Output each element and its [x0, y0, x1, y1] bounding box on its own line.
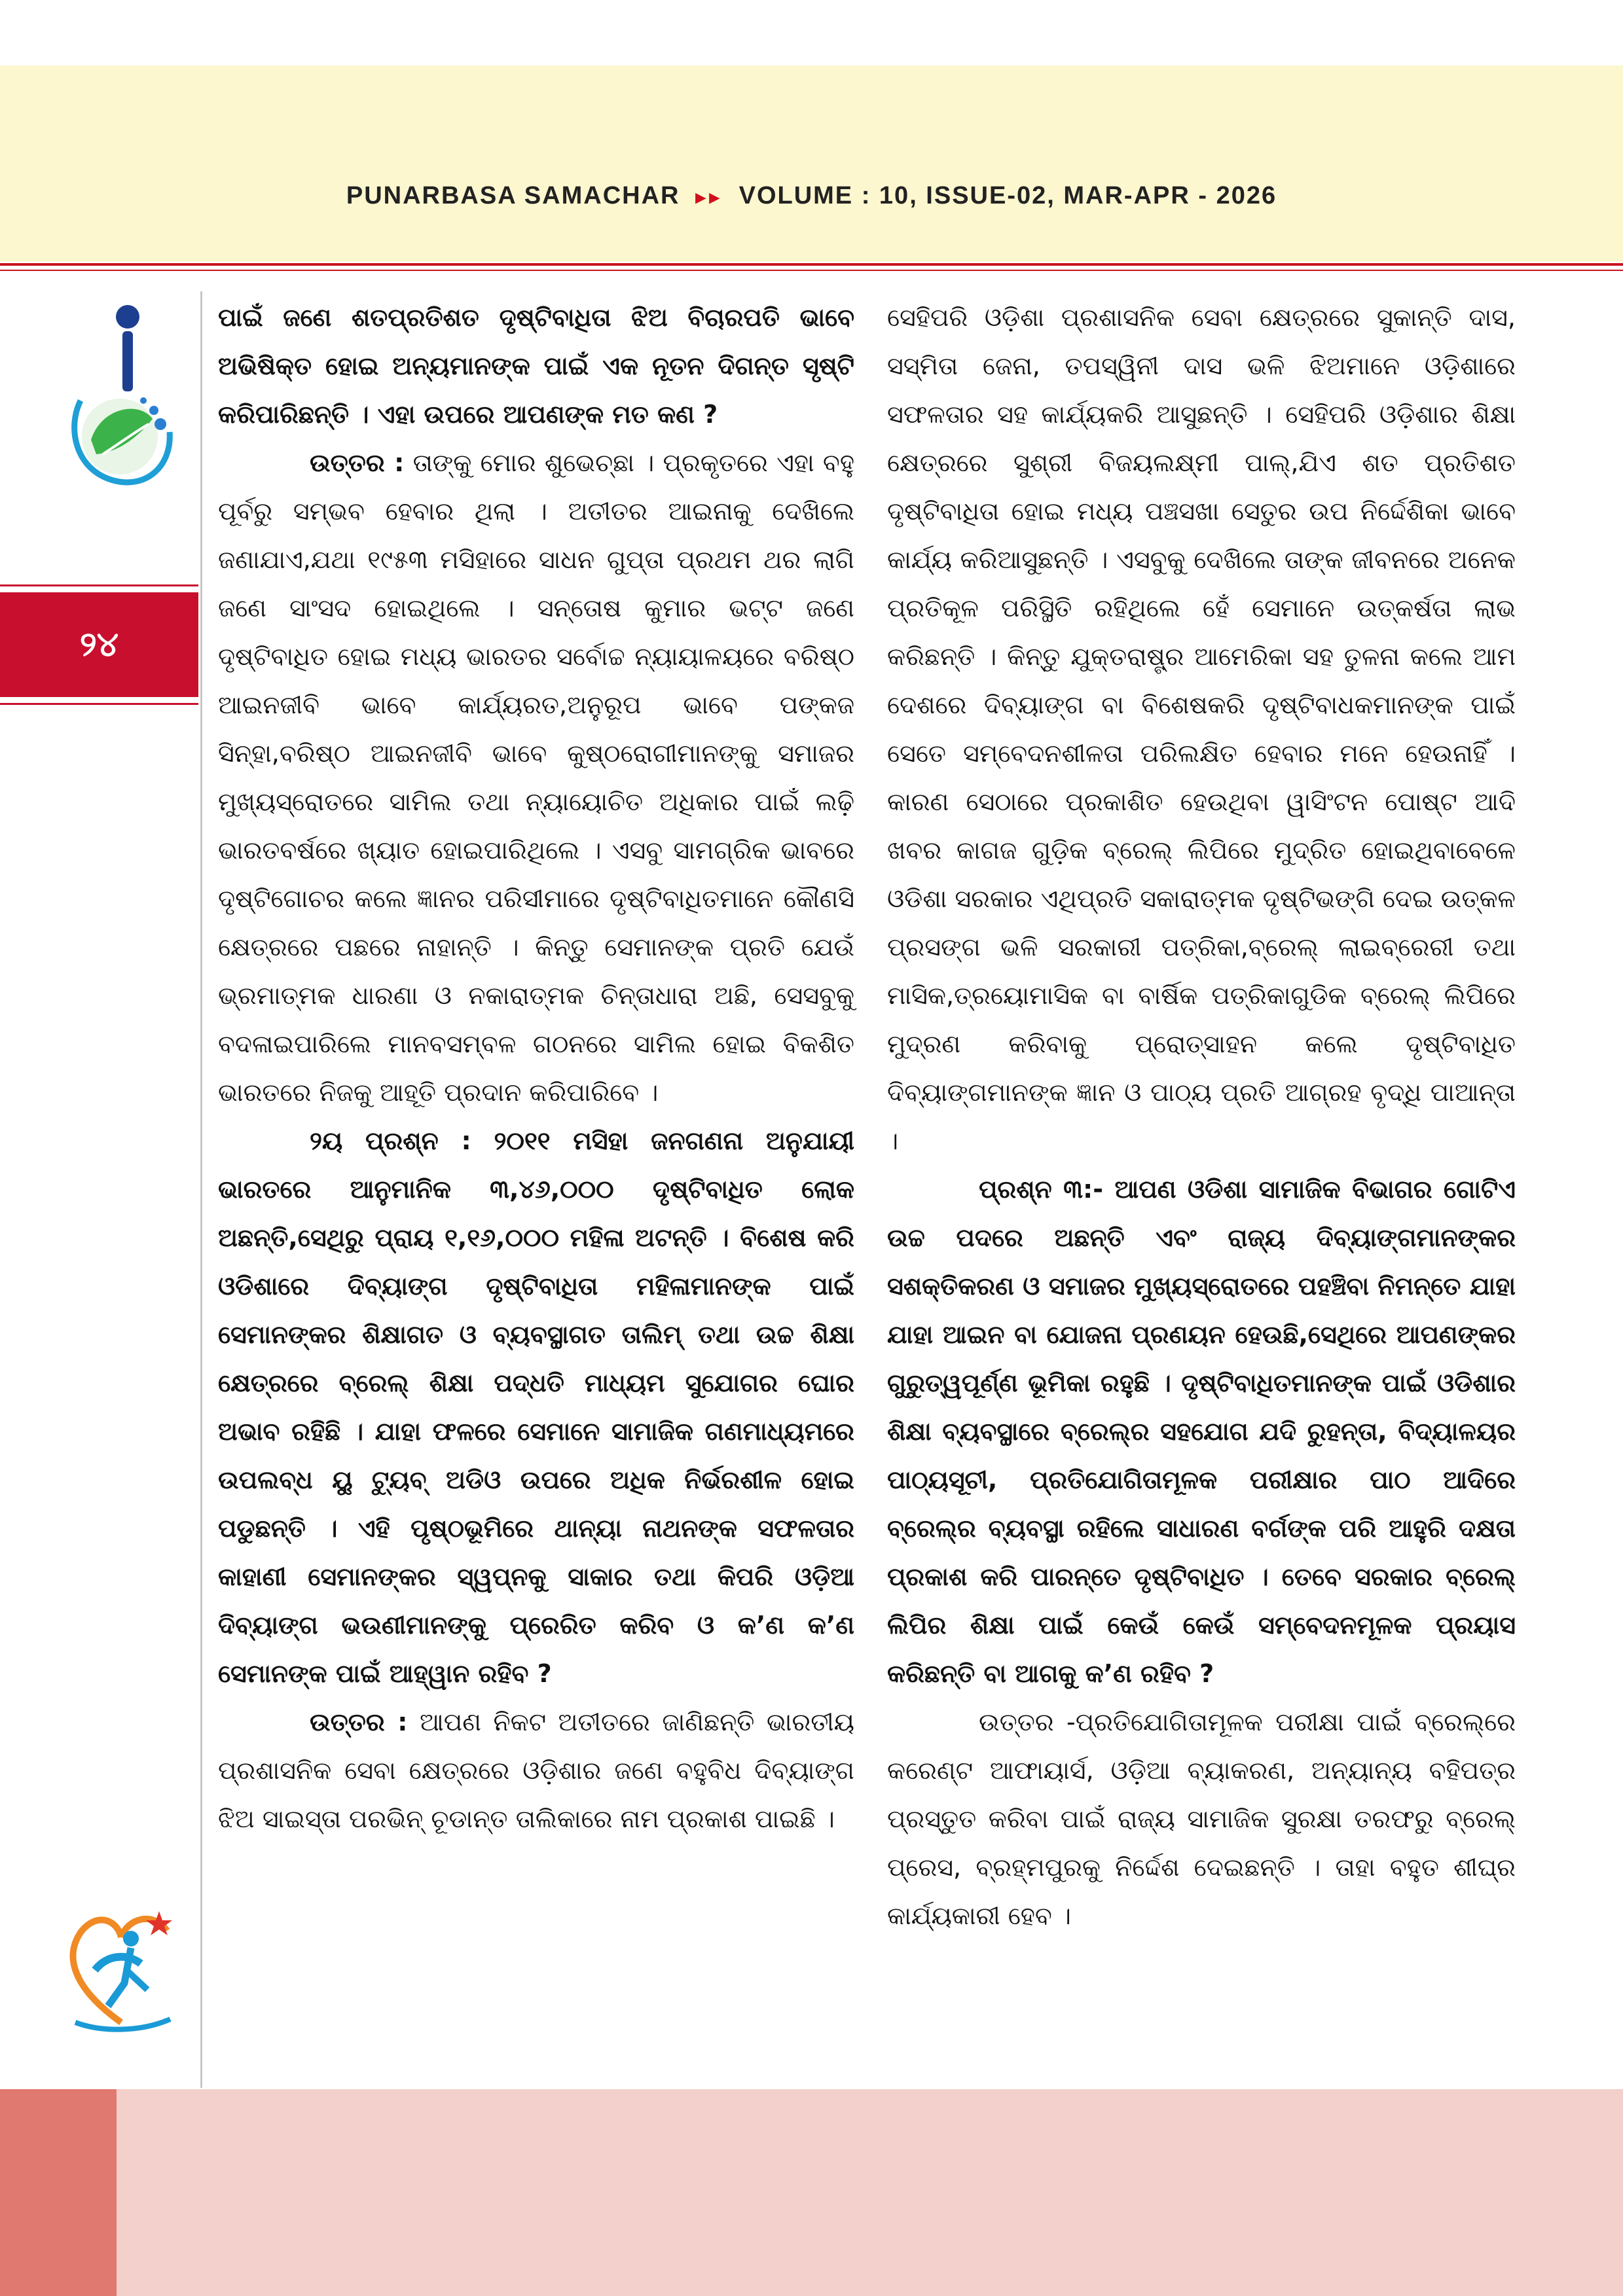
answer-one-text: ତାଙ୍କୁ ମୋର ଶୁଭେଚ୍ଛା । ପ୍ରକୃତରେ ଏହା ବହୁ ପୂର୍ବରୁ ସମ୍ଭବ ହେବାର ଥିଲା । ଅତୀତର ଆଇନାକୁ ଦେଖିଲେ ଜଣାଯାଏ,ଯଥା ୧୯୫୩ ମସିହାରେ ସାଧନ ଗୁପ୍ତା ପ୍ରଥମ ଥର ଲାଗି ଜଣେ ସାଂସଦ ହୋଇଥିଲେ । ସନ୍ତୋଷ କୁମାର ଭଟ୍ଟ ଜଣେ ଦୃଷ୍ଟିବାଧିତ ହୋଇ ମଧ୍ୟ ଭାରତର ସର୍ବୋଚ୍ଚ ନ୍ୟାୟାଳୟରେ ବରିଷ୍ଠ ଆଇନଜୀବି ଭାବେ କାର୍ଯ୍ୟରତ,ଅନୁରୂପ ଭାବେ ପଙ୍କଜ ସିନ୍ହା,ବରିଷ୍ଠ ଆଇନଜୀବି ଭାବେ କୁଷ୍ଠରୋଗୀମାନଙ୍କୁ ସମାଜର ମୁଖ୍ୟସ୍ରୋତରେ ସାମିଲ ତଥା ନ୍ୟାୟୋଚିତ ଅଧିକାର ପାଇଁ ଲଢ଼ି ଭାରତବର୍ଷରେ ଖ୍ୟାତ ହୋଇପାରିଥିଲେ । ଏସବୁ ସାମଗ୍ରିକ ଭାବରେ ଦୃଷ୍ଟିଗୋଚର କଲେ ଜ୍ଞାନର ପରିସୀମାରେ ଦୃଷ୍ଟିବାଧିତମାନେ କୌଣସି କ୍ଷେତ୍ରରେ ପଛରେ ନାହାନ୍ତି । କିନ୍ତୁ ସେମାନଙ୍କ ପ୍ରତି ଯେଉଁ ଭ୍ରମାତ୍ମକ ଧାରଣା ଓ ନକାରାତ୍ମକ ଚିନ୍ତାଧାରା ଅଛି, ସେସବୁକୁ ବଦଳାଇପାରିଲେ ମାନବସମ୍ବଳ ଗଠନରେ ସାମିଲ ହୋଇ ବିକଶିତ ଭାରତରେ ନିଜକୁ ଆହୂତି ପ୍ରଦାନ କରିପାରିବେ । [218, 448, 854, 1107]
answer-two-text: ଆପଣ ନିକଟ ଅତୀତରେ ଜାଣିଛନ୍ତି ଭାରତୀୟ ପ୍ରଶାସନିକ ସେବା କ୍ଷେତ୍ରରେ ଓଡ଼ିଶାର ଜଣେ ବହୁବିଧ ଦିବ୍ୟାଙ୍ଗ ଝିଅ ସାଇସ୍ତା ପରଭିନ୍ ଚୂଡାନ୍ତ ତାଲିକାରେ ନାମ ପ୍ରକାଶ ପାଇଛି । [218, 1708, 854, 1833]
publication-name: PUNARBASA SAMACHAR [346, 182, 680, 209]
wheelchair-leaf-logo-icon [62, 302, 177, 492]
answer-three: ଉତ୍ତର -ପ୍ରତିଯୋଗିତାମୂଳକ ପରୀକ୍ଷା ପାଇଁ ବ୍ରେଲ୍‌ରେ କରେଣ୍ଟ ଆଫାୟାର୍ସ, ଓଡ଼ିଆ ବ୍ୟାକରଣ, ଅନ୍ୟାନ୍ୟ ବହିପତ୍ର ପ୍ରସ୍ତୁତ କରିବା ପାଇଁ ରାଜ୍ୟ ସାମାଜିକ ସୁରକ୍ଷା ତରଫରୁ ବ୍ରେଲ୍ ପ୍ରେସ, ବ୍ରହ୍ମପୁରକୁ ନିର୍ଦ୍ଦେଶ ଦେଇଛନ୍ତି । ତାହା ବହୁତ ଶୀଘ୍ର କାର୍ଯ୍ୟକାରୀ ହେବ । [887, 1708, 1516, 1930]
column-divider [200, 291, 202, 2088]
issue-info: VOLUME : 10, ISSUE-02, MAR-APR - 2026 [739, 182, 1277, 209]
answer-one [218, 439, 854, 1117]
page-number: ୨୪ [0, 592, 198, 697]
question-two: ୨ୟ ପ୍ରଶ୍ନ : ୨୦୧୧ ମସିହା ଜନଗଣନା ଅନୁଯାୟୀ ଭାରତରେ ଆନୁମାନିକ ୩,୪୬,୦୦୦ ଦୃଷ୍ଟିବାଧିତ ଲୋକ ଅଛନ୍ତି,ସେଥିରୁ ପ୍ରାୟ ୧,୧୬,୦୦୦ ମହିଳା ଅଟନ୍ତି । ବିଶେଷ କରି ଓଡିଶାରେ ଦିବ୍ୟାଙ୍ଗ ଦୃଷ୍ଟିବାଧିତା ମହିଳାମାନଙ୍କ ପାଇଁ ସେମାନଙ୍କର ଶିକ୍ଷାଗତ ଓ ବ୍ୟବସ୍ଥାଗତ ତାଲିମ୍ ତଥା ଉଚ୍ଚ ଶିକ୍ଷା କ୍ଷେତ୍ରରେ ବ୍ରେଲ୍ ଶିକ୍ଷା ପଦ୍ଧତି ମାଧ୍ୟମ ସୁଯୋଗର ଘୋର ଅଭାବ ରହିଛି । ଯାହା ଫଳରେ ସେମାନେ ସାମାଜିକ ଗଣମାଧ୍ୟମରେ ଉପଲବ୍ଧ ୟୁ ଟ୍ୟୁବ୍ ଅଡିଓ ଉପରେ ଅଧିକ ନିର୍ଭରଶୀଳ ହୋଇ ପଡୁଛନ୍ତି । ଏହି ପୃଷ୍ଠଭୂମିରେ ଥାନ୍ୟା ନାଥନଙ୍କ ସଫଳତାର କାହାଣୀ ସେମାନଙ୍କର ସ୍ୱପ୍ନକୁ ସାକାର ତଥା କିପରି ଓଡ଼ିଆ ଦିବ୍ୟାଙ୍ଗ ଭଉଣୀମାନଙ୍କୁ ପ୍ରେରିତ କରିବ ଓ କ’ଣ କ’ଣ ସେମାନଙ୍କ ପାଇଁ ଆହ୍ୱାନ ରହିବ ? [218, 1126, 854, 1688]
answer-lead: ଉତ୍ତର : [310, 448, 405, 477]
answer-two-continued: ସେହିପରି ଓଡ଼ିଶା ପ୍ରଶାସନିକ ସେବା କ୍ଷେତ୍ରରେ ସୁକାନ୍ତି ଦାସ, ସସ୍ମିତା ଜେନା, ତପସ୍ୱିନୀ ଦାସ ଭଳି ଝିଅମାନେ ଓଡ଼ିଶାରେ ସଫଳତାର ସହ କାର୍ଯ୍ୟକରି ଆସୁଛନ୍ତି । ସେହିପରି ଓଡ଼ିଶାର ଶିକ୍ଷା କ୍ଷେତ୍ରରେ ସୁଶ୍ରୀ ବିଜୟଲକ୍ଷ୍ମୀ ପାଲ୍,ଯିଏ ଶତ ପ୍ରତିଶତ ଦୃଷ୍ଟିବାଧିତା ହୋଇ ମଧ୍ୟ ପଞ୍ଚସଖା ସେତୁର ଉପ ନିର୍ଦ୍ଦେଶିକା ଭାବେ କାର୍ଯ୍ୟ କରିଆସୁଛନ୍ତି । ଏସବୁକୁ ଦେଖିଲେ ତାଙ୍କ ଜୀବନରେ ଅନେକ ପ୍ରତିକୂଳ ପରିସ୍ଥିତି ରହିଥିଲେ ହେଁ ସେମାନେ ଉତ୍କର୍ଷତା ଲାଭ କରିଛନ୍ତି । କିନ୍ତୁ ଯୁକ୍ତରାଷ୍ଟ୍ର ଆମେରିକା ସହ ତୁଳନା କଲେ ଆମ ଦେଶରେ ଦିବ୍ୟାଙ୍ଗ ବା ବିଶେଷକରି ଦୃଷ୍ଟିବାଧକମାନଙ୍କ ପାଇଁ ସେତେ ସମ୍ବେଦନଶୀଳତା ପରିଲକ୍ଷିତ ହେବାର ମନେ ହେଉନାହିଁ । କାରଣ ସେଠାରେ ପ୍ରକାଶିତ ହେଉଥିବା ୱାସିଂଟନ ପୋଷ୍ଟ ଆଦି ଖବର କାଗଜ ଗୁଡ଼ିକ ବ୍ରେଲ୍ ଲିପିରେ ମୁଦ୍ରିତ ହୋଇଥିବାବେଳେ ଓଡିଶା ସରକାର ଏଥିପ୍ରତି ସକାରାତ୍ମକ ଦୃଷ୍ଟିଭଙ୍ଗି ଦେଇ ଉତ୍କଳ ପ୍ରସଙ୍ଗ ଭଳି ସରକାରୀ ପତ୍ରିକା,ବ୍ରେଲ୍ ଲାଇବ୍ରେରୀ ତଥା ମାସିକ,ତ୍ରୟୋମାସିକ ବା ବାର୍ଷିକ ପତ୍ରିକାଗୁଡିକ ବ୍ରେଲ୍ ଲିପିରେ ମୁଦ୍ରଣ କରିବାକୁ ପ୍ରୋତ୍ସାହନ କଲେ ଦୃଷ୍ଟିବାଧିତ ଦିବ୍ୟାଙ୍ଗମାନଙ୍କ ଜ୍ଞାନ ଓ ପାଠ୍ୟ ପ୍ରତି ଆଗ୍ରହ ବୃଦ୍ଧି ପାଆନ୍ତା । [887, 303, 1516, 1155]
right-column [887, 293, 1516, 1940]
heart-figure-star-logo-icon [56, 1892, 187, 2042]
header-arrows-icon: ▸▸ [695, 187, 723, 208]
answer-lead: ଉତ୍ତର : [310, 1708, 408, 1736]
page-tab-rule [0, 584, 198, 586]
header-rule [0, 263, 1623, 266]
footer-accent [0, 2089, 117, 2296]
running-header [0, 182, 1623, 210]
header-band [0, 65, 1623, 262]
page-tab-rule-bottom [0, 703, 198, 705]
left-column [218, 293, 854, 1843]
question-three: ପ୍ରଶ୍ନ ୩:- ଆପଣ ଓଡିଶା ସାମାଜିକ ବିଭାଗର ଗୋଟିଏ ଉଚ୍ଚ ପଦରେ ଅଛନ୍ତି ଏବଂ ରାଜ୍ୟ ଦିବ୍ୟାଙ୍ଗମାନଙ୍କର ସଶକ୍ତିକରଣ ଓ ସମାଜର ମୁଖ୍ୟସ୍ରୋତରେ ପହଞ୍ଚିବା ନିମନ୍ତେ ଯାହା ଯାହା ଆଇନ ବା ଯୋଜନା ପ୍ରଣୟନ ହେଉଛି,ସେଥିରେ ଆପଣଙ୍କର ଗୁରୁତ୍ୱପୂର୍ଣ୍ଣ ଭୂମିକା ରହୁଛି । ଦୃଷ୍ଟିବାଧିତମାନଙ୍କ ପାଇଁ ଓଡିଶାର ଶିକ୍ଷା ବ୍ୟବସ୍ଥାରେ ବ୍ରେଲ୍‌ର ସହଯୋଗ ଯଦି ରୁହନ୍ତା, ବିଦ୍ୟାଳୟର ପାଠ୍ୟସୂଚୀ, ପ୍ରତିଯୋଗିତାମୂଳକ ପରୀକ୍ଷାର ପାଠ ଆଦିରେ ବ୍ରେଲ୍‌ର ବ୍ୟବସ୍ଥା ରହିଲେ ସାଧାରଣ ବର୍ଗଙ୍କ ପରି ଆହୁରି ଦକ୍ଷତା ପ୍ରକାଶ କରି ପାରନ୍ତେ ଦୃଷ୍ଟିବାଧିତ । ତେବେ ସରକାର ବ୍ରେଲ୍ ଲିପିର ଶିକ୍ଷା ପାଇଁ କେଉଁ କେଉଁ ସମ୍ବେଦନମୂଳକ ପ୍ରୟାସ କରିଛନ୍ତି ବା ଆଗକୁ କ’ଣ ରହିବ ? [887, 1175, 1516, 1688]
header-rule-thin [0, 270, 1623, 271]
answer-two [218, 1698, 854, 1843]
question-one-continued: ପାଇଁ ଜଣେ ଶତପ୍ରତିଶତ ଦୃଷ୍ଟିବାଧିତା ଝିଅ ବିଚାରପତି ଭାବେ ଅଭିଷିକ୍ତ ହୋଇ ଅନ୍ୟମାନଙ୍କ ପାଇଁ ଏକ ନୂତନ ଦିଗନ୍ତ ସୃଷ୍ଟି କରିପାରିଛନ୍ତି । ଏହା ଉପରେ ଆପଣଙ୍କ ମତ କଣ ? [218, 303, 854, 429]
footer-band [0, 2089, 1623, 2296]
